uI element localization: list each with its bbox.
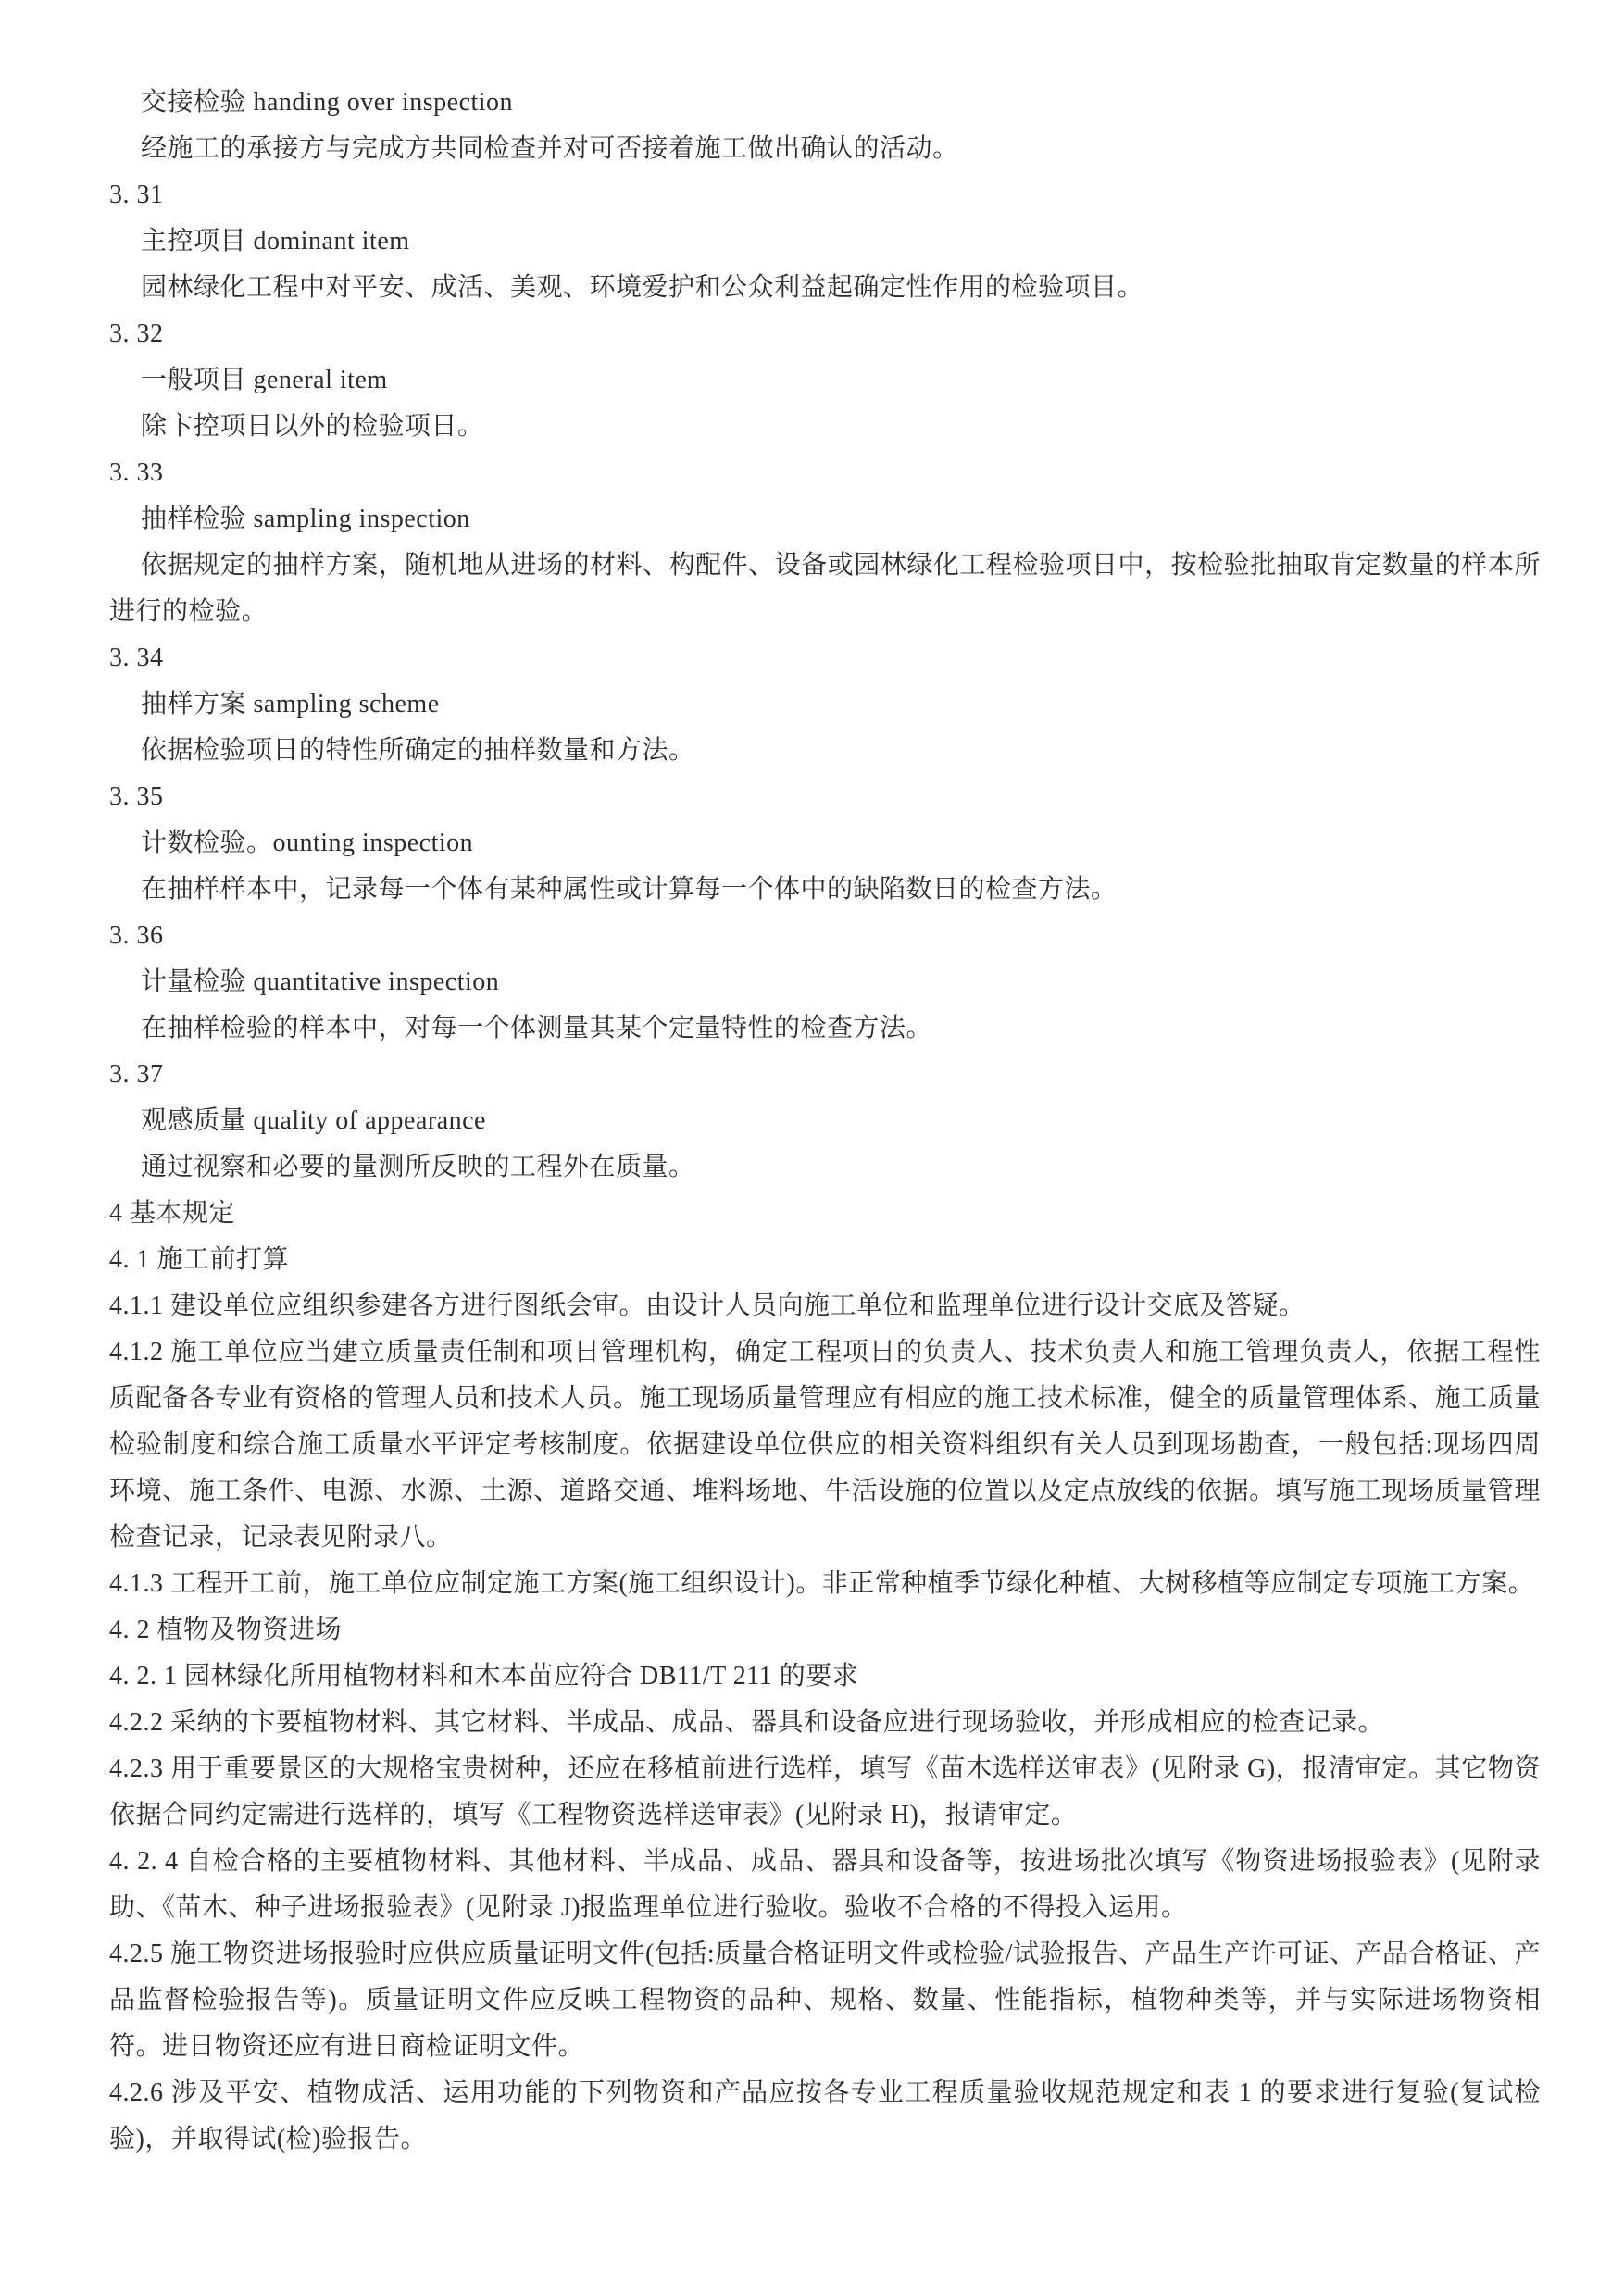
section-number: 3. 37 [109, 1060, 164, 1089]
clause-paragraph: 4. 2. 1 园林绿化所用植物材料和木本苗应符合 DB11/T 211 的要求 [109, 1662, 859, 1691]
term-line: 抽样检验 sampling inspection [141, 505, 470, 533]
definition-paragraph: 依据检验项日的特性所确定的抽样数量和方法。 [141, 736, 695, 765]
section-heading: 4 基本规定 [109, 1199, 236, 1228]
document-body [109, 80, 1541, 2163]
definition-paragraph: 在抽样样本中，记录每一个体有某种属性或计算每一个体中的缺陷数日的检查方法。 [141, 875, 1118, 904]
section-number: 3. 36 [109, 921, 164, 950]
section-number: 3. 35 [109, 782, 164, 811]
term-line: 主控项目 dominant item [141, 227, 410, 256]
clause-paragraph: 4. 2. 4 自检合格的主要植物材料、其他材料、半成品、成品、器具和设备等，按进场批次填写《物资进场报验表》(见附录助、《苗木、种子进场报验表》(见附录 J)报监理单位进行验收。验收不合格的不得投入运用。 [109, 1847, 1541, 1922]
term-line: 抽样方案 sampling scheme [141, 690, 440, 718]
definition-paragraph: 依据规定的抽样方案，随机地从进场的材料、构配件、设备或园林绿化工程检验项日中，按检验批抽取肯定数量的样本所进行的检验。 [109, 551, 1541, 626]
section-number: 3. 33 [109, 458, 164, 487]
term-line: 计量检验 quantitative inspection [141, 967, 500, 996]
clause-paragraph: 4.2.2 采纳的卞要植物材料、其它材料、半成品、成品、器具和设备应进行现场验收，并形成相应的检查记录。 [109, 1708, 1385, 1737]
section-heading: 4. 1 施工前打算 [109, 1245, 290, 1274]
term-line: 一般项目 general item [141, 366, 388, 394]
clause-paragraph: 4.1.1 建设单位应组织参建各方进行图纸会审。由设计人员向施工单位和监理单位进行设计交底及答疑。 [109, 1292, 1305, 1320]
clause-paragraph: 4.1.3 工程开工前，施工单位应制定施工方案(施工组织设计)。非正常种植季节绿化种植、大树移植等应制定专项施工方案。 [109, 1569, 1535, 1598]
section-number: 3. 31 [109, 181, 164, 209]
definition-paragraph: 经施工的承接方与完成方共同检查并对可否接着施工做出确认的活动。 [141, 134, 959, 163]
section-number: 3. 32 [109, 319, 164, 348]
section-heading: 4. 2 植物及物资进场 [109, 1616, 343, 1644]
term-line: 交接检验 handing over inspection [141, 88, 514, 117]
definition-paragraph: 在抽样检验的样本中，对每一个体测量其某个定量特性的检查方法。 [141, 1014, 933, 1042]
clause-paragraph: 4.2.5 施工物资进场报验时应供应质量证明文件(包括:质量合格证明文件或检验/试验报告、产品生产许可证、产品合格证、产品监督检验报告等)。质量证明文件应反映工程物资的品种、规格、数量、性能指标，植物种类等，并与实际进场物资相符。进日物资还应有进日商检证明文件。 [109, 1940, 1541, 2061]
definition-paragraph: 除卞控项日以外的检验项日。 [141, 412, 484, 441]
definition-paragraph: 通过视察和必要的量测所反映的工程外在质量。 [141, 1153, 695, 1181]
clause-paragraph: 4.2.3 用于重要景区的大规格宝贵树种，还应在移植前进行选样，填写《苗木选样送审表》(见附录 G)，报清审定。其它物资依据合同约定需进行选样的，填写《工程物资选样送审表》(见附录 H)，报请审定。 [109, 1754, 1541, 1829]
term-line: 计数检验。ounting inspection [141, 829, 474, 857]
section-number: 3. 34 [109, 643, 164, 672]
clause-paragraph: 4.1.2 施工单位应当建立质量责任制和项日管理机构，确定工程项日的负责人、技术负责人和施工管理负责人，依据工程性质配备各专业有资格的管理人员和技术人员。施工现场质量管理应有相应的施工技术标准，健全的质量管理体系、施工质量检验制度和综合施工质量水平评定考核制度。依据建设单位供应的相关资料组织有关人员到现场勘查，一般包括:现场四周环境、施工条件、电源、水源、土源、道路交通、堆料场地、牛活设施的位置以及定点放线的依据。填写施工现场质量管理检查记录，记录表见附录八。 [109, 1338, 1541, 1552]
term-line: 观感质量 quality of appearance [141, 1106, 486, 1135]
clause-paragraph: 4.2.6 涉及平安、植物成活、运用功能的下列物资和产品应按各专业工程质量验收规范规定和表 1 的要求进行复验(复试检验)，并取得试(检)验报告。 [109, 2078, 1541, 2153]
definition-paragraph: 园林绿化工程中对平安、成活、美观、环境爱护和公众利益起确定性作用的检验项目。 [141, 273, 1144, 302]
